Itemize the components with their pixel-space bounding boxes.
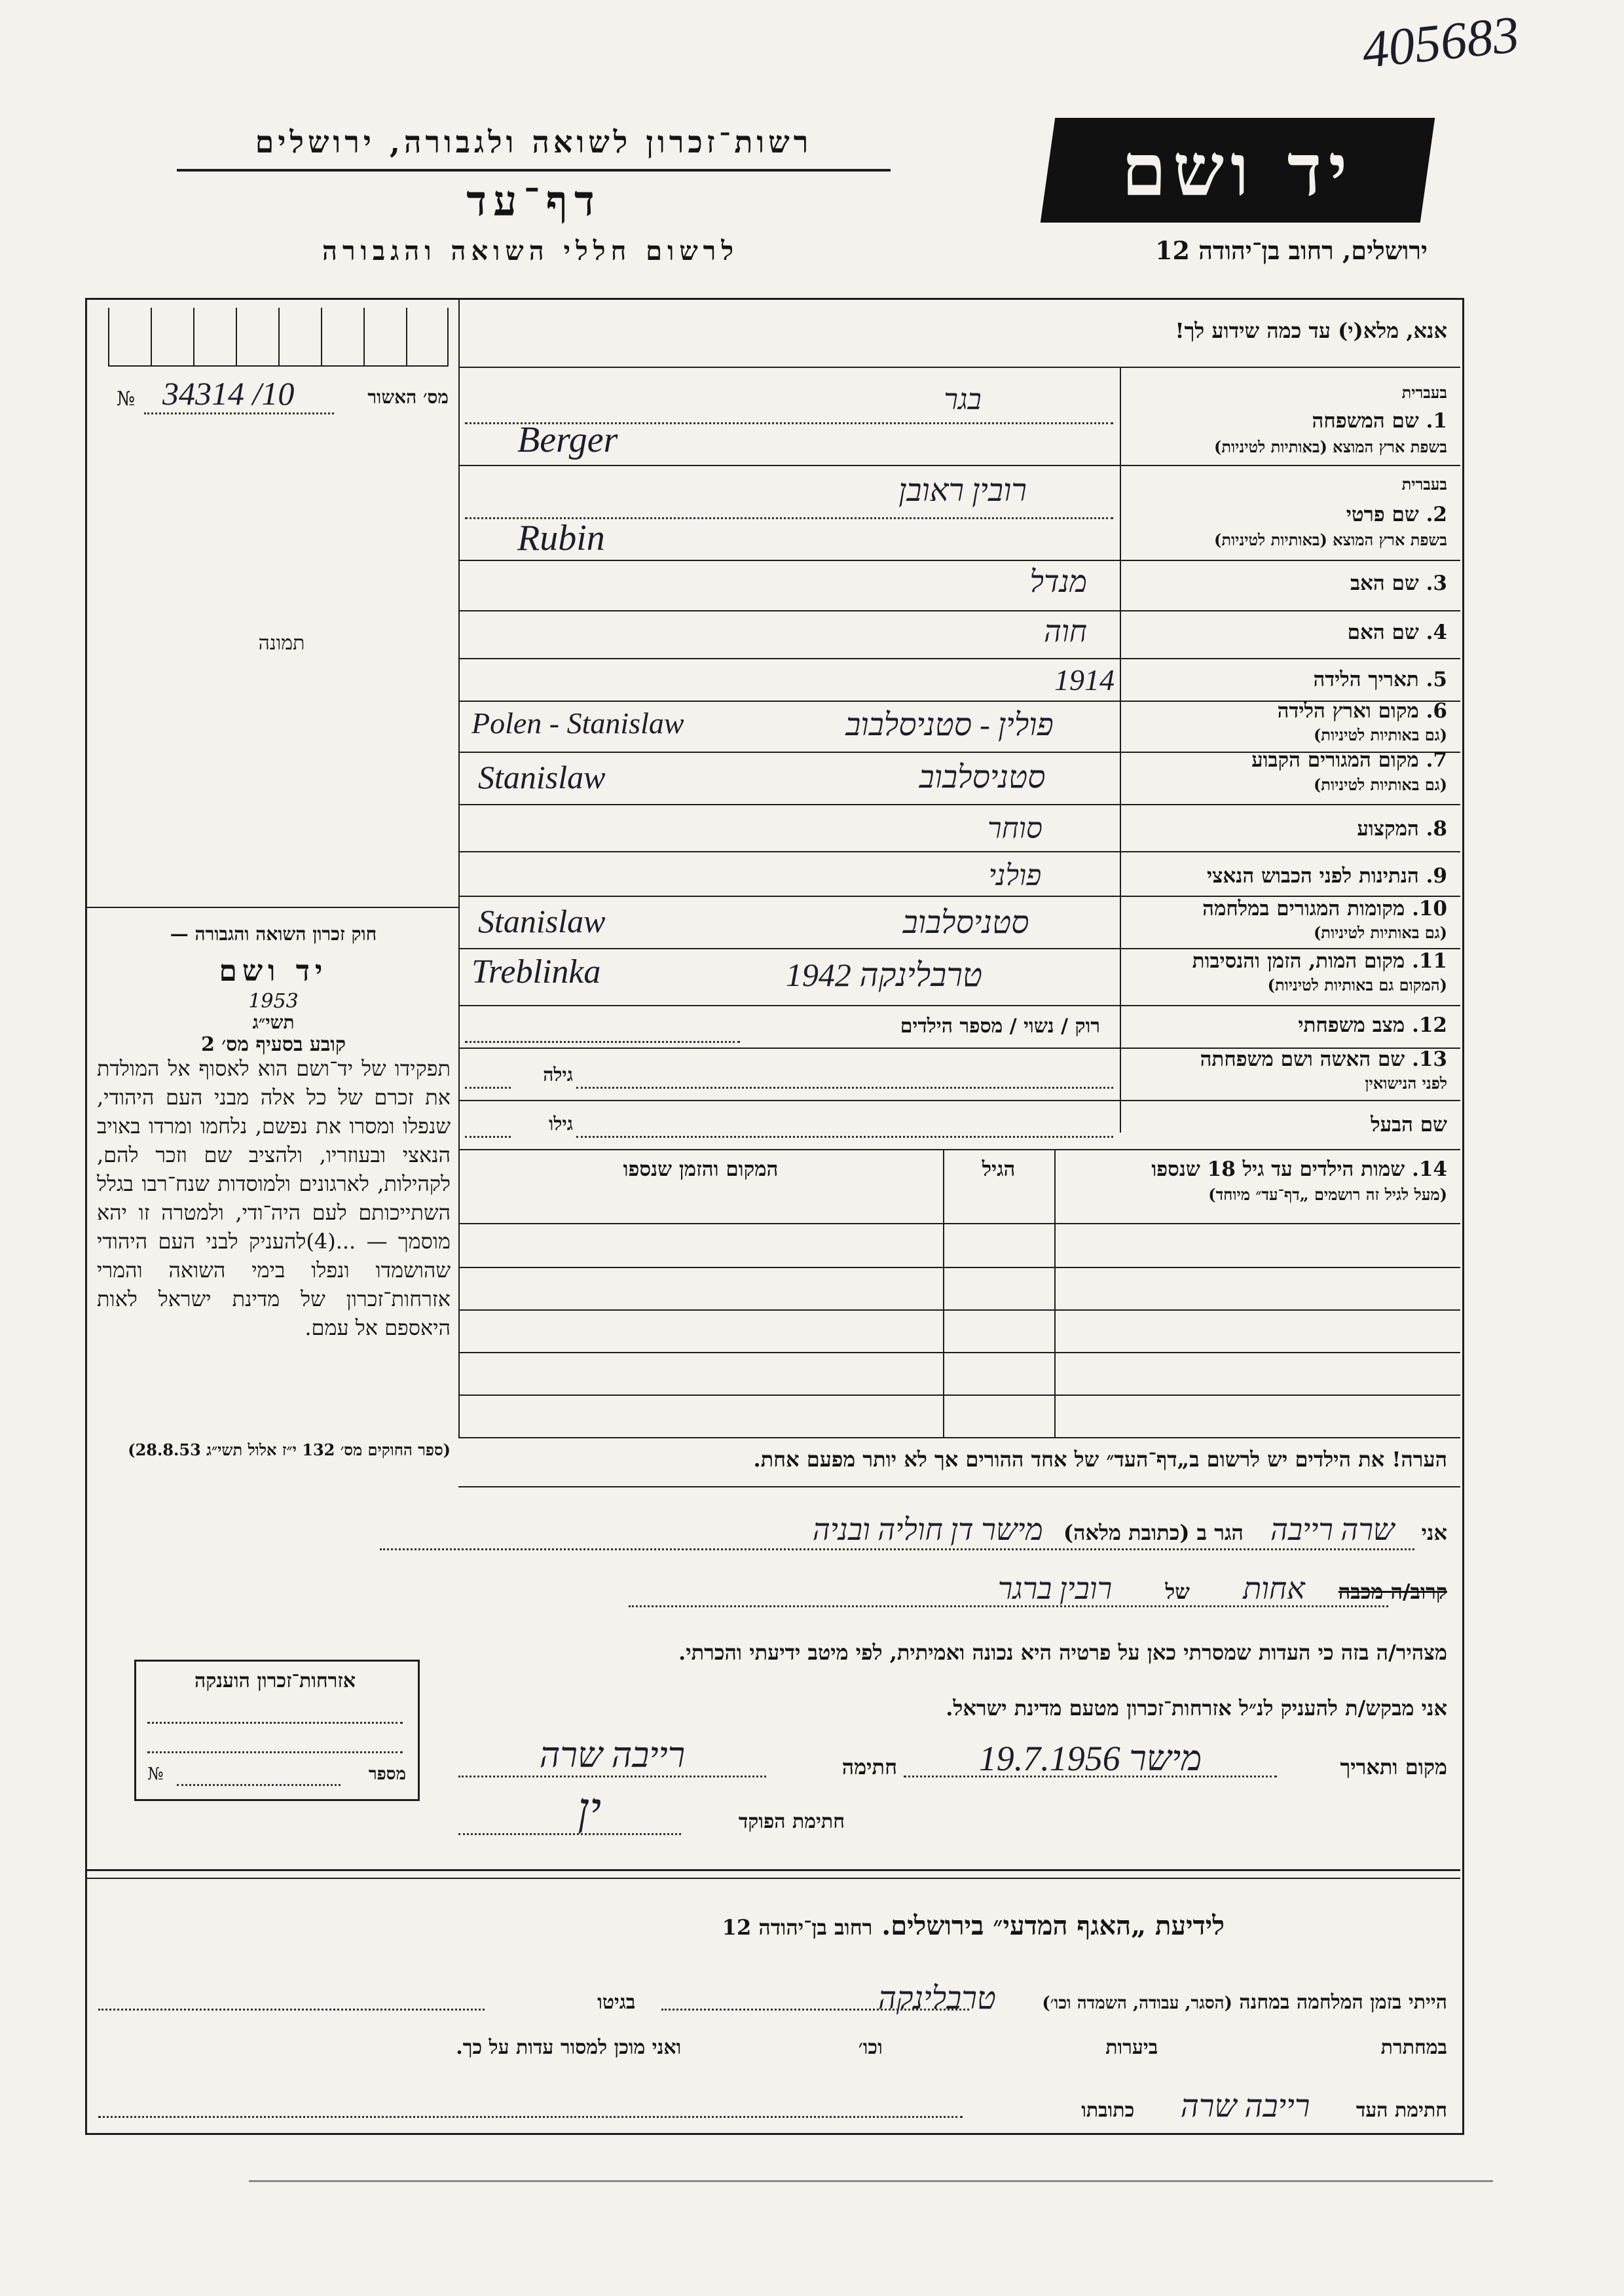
declaration-officer-label: חתימת הפוקד <box>738 1810 845 1833</box>
field-2-sub: בשפת ארץ המוצא (באותיות לטיניות) <box>1214 530 1447 549</box>
declaration-officer-signature: ין <box>577 1785 602 1835</box>
children-row-4 <box>458 1352 1460 1353</box>
husband-line <box>576 1136 1113 1138</box>
field-14-sub: (מעל לגיל זה רושמים „דף־עד״ מיוחד) <box>1208 1185 1447 1204</box>
logo-text: יד ושם <box>1121 128 1354 212</box>
field-4-rule <box>458 658 1460 659</box>
declaration-line-1-rule <box>380 1548 1414 1550</box>
field-8-rule <box>458 851 1460 852</box>
field-2-value-he: רובין ראובן <box>898 473 1027 508</box>
declaration-request: אני מבקש/ת להעניק לנ״ל אזרחות־זכרון מטעם מדינת ישראל. <box>946 1696 1447 1721</box>
field-6-value-latin: Polen - Stanislaw <box>471 706 684 740</box>
children-col-div-2 <box>943 1149 944 1437</box>
footer-line-3: חתימת העד רייבה שרה כתובתו <box>1081 2089 1447 2124</box>
field-2-lang: בעברית <box>1401 475 1447 494</box>
children-row-5 <box>458 1394 1460 1396</box>
field-10-sub: (גם באותיות לטיניות) <box>1313 923 1447 942</box>
children-row-1 <box>458 1223 1460 1224</box>
field-11-value-he: טרבלינקה 1942 <box>785 957 983 993</box>
field-12-line <box>465 1041 740 1043</box>
declaration-place-date: מישר 19.7.1956 <box>978 1739 1202 1778</box>
children-row-2 <box>458 1267 1460 1268</box>
law-section: קובע בסעיף מס׳ 2 <box>200 1033 346 1056</box>
citizenship-box-line-1 <box>147 1722 403 1724</box>
field-8-label: 8. המקצוע <box>1357 817 1447 841</box>
declaration-officer-line <box>458 1833 681 1835</box>
field-11-label: 11. מקום המות, הזמן והנסיבות <box>1192 949 1447 973</box>
form-subtitle: לרשום חללי השואה והגבורה <box>322 236 739 266</box>
labels-divider <box>1120 367 1121 1133</box>
header-address: ירושלים, רחוב בן־יהודה 12 <box>1155 236 1428 265</box>
field-7-value-he: סטניסלבוב <box>919 760 1046 795</box>
declaration-place-date-line <box>904 1776 1277 1777</box>
citizenship-box-line-2 <box>147 1751 403 1753</box>
field-6-sub: (גם באותיות לטיניות) <box>1313 725 1447 744</box>
law-year: 1953 <box>248 990 299 1013</box>
children-age-header: הגיל <box>982 1157 1016 1181</box>
approval-number-line <box>144 412 334 414</box>
field-11-value-latin: Treblinka <box>471 953 601 991</box>
field-9-value: פולני <box>988 860 1042 892</box>
declaration-line-2-rule <box>629 1605 1388 1607</box>
approval-label: מס׳ האשור <box>367 386 449 408</box>
field-1-lang: בעברית <box>1401 383 1447 402</box>
field-11-rule <box>458 1005 1460 1006</box>
field-14-label: 14. שמות הילדים עד גיל 18 שנספו <box>1151 1157 1447 1181</box>
declaration-line-2: קרוב/ה מכבה אחות של רובין ברגר <box>997 1572 1447 1605</box>
citizenship-box-number-line <box>177 1784 341 1786</box>
photo-area-rule <box>85 907 458 908</box>
footer-title: לידיעת „האגף המדעי״ בירושלים. רחוב בן־יהודה 12 <box>722 1910 1225 1941</box>
footer-line-1-rule-2 <box>98 2009 485 2011</box>
field-1-label: 1. שם המשפחה <box>1312 409 1447 433</box>
field-6-label: 6. מקום וארץ הלידה <box>1277 699 1447 723</box>
field-7-value-latin: Stanislaw <box>478 759 606 795</box>
husband-rule <box>458 1149 1460 1150</box>
field-12-value: רוק / נשוי / מספר הילדים <box>900 1015 1100 1038</box>
field-3-label: 3. שם האב <box>1350 572 1447 595</box>
left-column-divider <box>458 298 460 1437</box>
field-1-rule <box>458 465 1460 466</box>
field-5-label: 5. תאריך הלידה <box>1313 668 1447 691</box>
law-text: תפקידו של יד־ושם הוא לאסוף אל המולדת את זכרם של כל אלה מבני העם היהודי, שנפלו ומסרו את נפשם, נלחמו ומרדו באויב הנאצי ובעוזריו, ולהציב שם וזכר להם, לקהילות, לארגונים ולמוסדות שנח־רבו בגלל השתייכותם לעם היה־ודי, ולמטרה זו יהא מוסמך — ...(4)להעניק לבני העם היהודי שהושמדו ונפלו בימי השואה והמרי אזרחות־זכרון של מדינת ישראל לאות היאספם אל עמם. <box>97 1056 451 1340</box>
declaration-signature: רייבה שרה <box>539 1736 686 1775</box>
field-10-label: 10. מקומות המגורים במלחמה <box>1202 897 1447 920</box>
field-2-label: 2. שם פרטי <box>1346 503 1447 526</box>
footer-line-2: במחתרת ביערות וכו׳ ואני מוכן למסור עדות על כך. <box>456 2036 1447 2059</box>
citizenship-box-number-label: מספר <box>368 1764 406 1784</box>
citizenship-box-title: אזרחות־זכרון הוענקה <box>194 1669 356 1692</box>
declaration-place-date-label: מקום ותאריך <box>1340 1755 1447 1779</box>
field-7-label: 7. מקום המגורים הקבוע <box>1251 748 1447 772</box>
law-title: חוק זכרון השואה והגבורה — <box>170 923 377 945</box>
field-13-age-line <box>465 1087 511 1089</box>
declaration-signature-line <box>458 1776 766 1777</box>
field-8-value: סוחר <box>987 812 1043 845</box>
children-row-3 <box>458 1309 1460 1311</box>
archive-number: 405683 <box>1359 5 1522 80</box>
footer-divider-2 <box>85 1878 1460 1879</box>
field-4-value: חוה <box>1044 615 1087 648</box>
field-1-value-latin: Berger <box>517 420 618 460</box>
field-13-line <box>576 1087 1113 1089</box>
instruction: אנא, מלא(י) עד כמה שידוע לך! <box>1175 318 1447 343</box>
field-10-value-latin: Stanislaw <box>478 903 606 939</box>
digit-boxes <box>108 308 449 367</box>
form-title: דף־עד <box>466 177 601 226</box>
field-13-label: 13. שם האשה ושם משפחתה <box>1200 1048 1447 1071</box>
scan-edge-line <box>249 2180 1493 2182</box>
citizenship-box-symbol: № <box>147 1764 164 1784</box>
field-10-value-he: סטניסלבוב <box>902 905 1029 940</box>
authority-underline <box>177 169 891 172</box>
field-2-rule <box>458 560 1460 561</box>
field-3-rule <box>458 610 1460 611</box>
children-col-div-1 <box>1054 1149 1056 1437</box>
field-4-label: 4. שם האם <box>1347 621 1447 644</box>
field-1-value-he: בגר <box>944 384 982 416</box>
field-13-rule <box>458 1100 1460 1101</box>
field-6-value-he: פולין - סטניסלבוב <box>845 708 1054 742</box>
field-7-sub: (גם באותיות לטיניות) <box>1313 775 1447 794</box>
law-logo: יד ושם <box>219 955 328 988</box>
approval-symbol: № <box>117 388 136 410</box>
photo-label: תמונה <box>258 632 305 655</box>
instruction-rule <box>458 367 1460 368</box>
husband-age-label: גילו <box>549 1113 573 1135</box>
footer-line-1-rule <box>661 2009 969 2011</box>
field-9-label: 9. הנתינות לפני הכבוש הנאצי <box>1207 864 1447 888</box>
field-13-age-label: גילה <box>543 1064 573 1085</box>
field-13-sub: לפני הנישואין <box>1365 1074 1447 1093</box>
children-place-header: המקום והזמן שנספו <box>623 1157 779 1181</box>
field-7-rule <box>458 804 1460 805</box>
husband-age-line <box>465 1136 511 1138</box>
note-text: הערה! את הילדים יש לרשום ב„דף־העד״ של אחד ההורים אך לא יותר מפעם אחת. <box>753 1447 1447 1472</box>
field-1-sub: בשפת ארץ המוצא (באותיות לטיניות) <box>1214 437 1447 456</box>
yad-vashem-logo <box>1041 118 1435 223</box>
declaration-signature-label: חתימה <box>841 1755 897 1779</box>
footer-divider-1 <box>85 1869 1460 1871</box>
approval-number: 34314 /10 <box>162 375 295 412</box>
field-12-label: 12. מצב משפחתי <box>1298 1013 1447 1037</box>
footer-line-3-rule <box>98 2116 963 2118</box>
declaration-line-1: אני שרה רייבה הגר ב (כתובת מלאה) מישר דן חוליה ובניה <box>812 1513 1447 1546</box>
husband-label: שם הבעל <box>1371 1113 1447 1137</box>
note-top-rule <box>458 1437 1460 1438</box>
field-3-value: מנדל <box>1029 565 1087 598</box>
declaration-statement: מצהיר/ה בזה כי העדות שמסרתי כאן על פרטיה היא נכונה ואמיתית, לפי מיטב ידיעתי והכרתי. <box>678 1640 1447 1665</box>
note-bottom-rule <box>458 1486 1460 1487</box>
field-11-sub: (המקום גם באותיות לטיניות) <box>1267 975 1447 994</box>
field-2-value-latin: Rubin <box>517 518 605 558</box>
law-citation: (ספר החוקים מס׳ 132 י״ז אלול תשי״ג 28.8.53) <box>128 1440 451 1459</box>
authority-name: רשות־זכרון לשואה ולגבורה, ירושלים <box>255 124 813 160</box>
law-year-he: תשי״ג <box>252 1011 295 1033</box>
footer-line-1: הייתי בזמן המלחמה במחנה (הסגר, עבודה, השמדה וכו׳) טרבלינקה בגיטו <box>597 1981 1447 2016</box>
field-5-value: 1914 <box>1054 663 1115 697</box>
